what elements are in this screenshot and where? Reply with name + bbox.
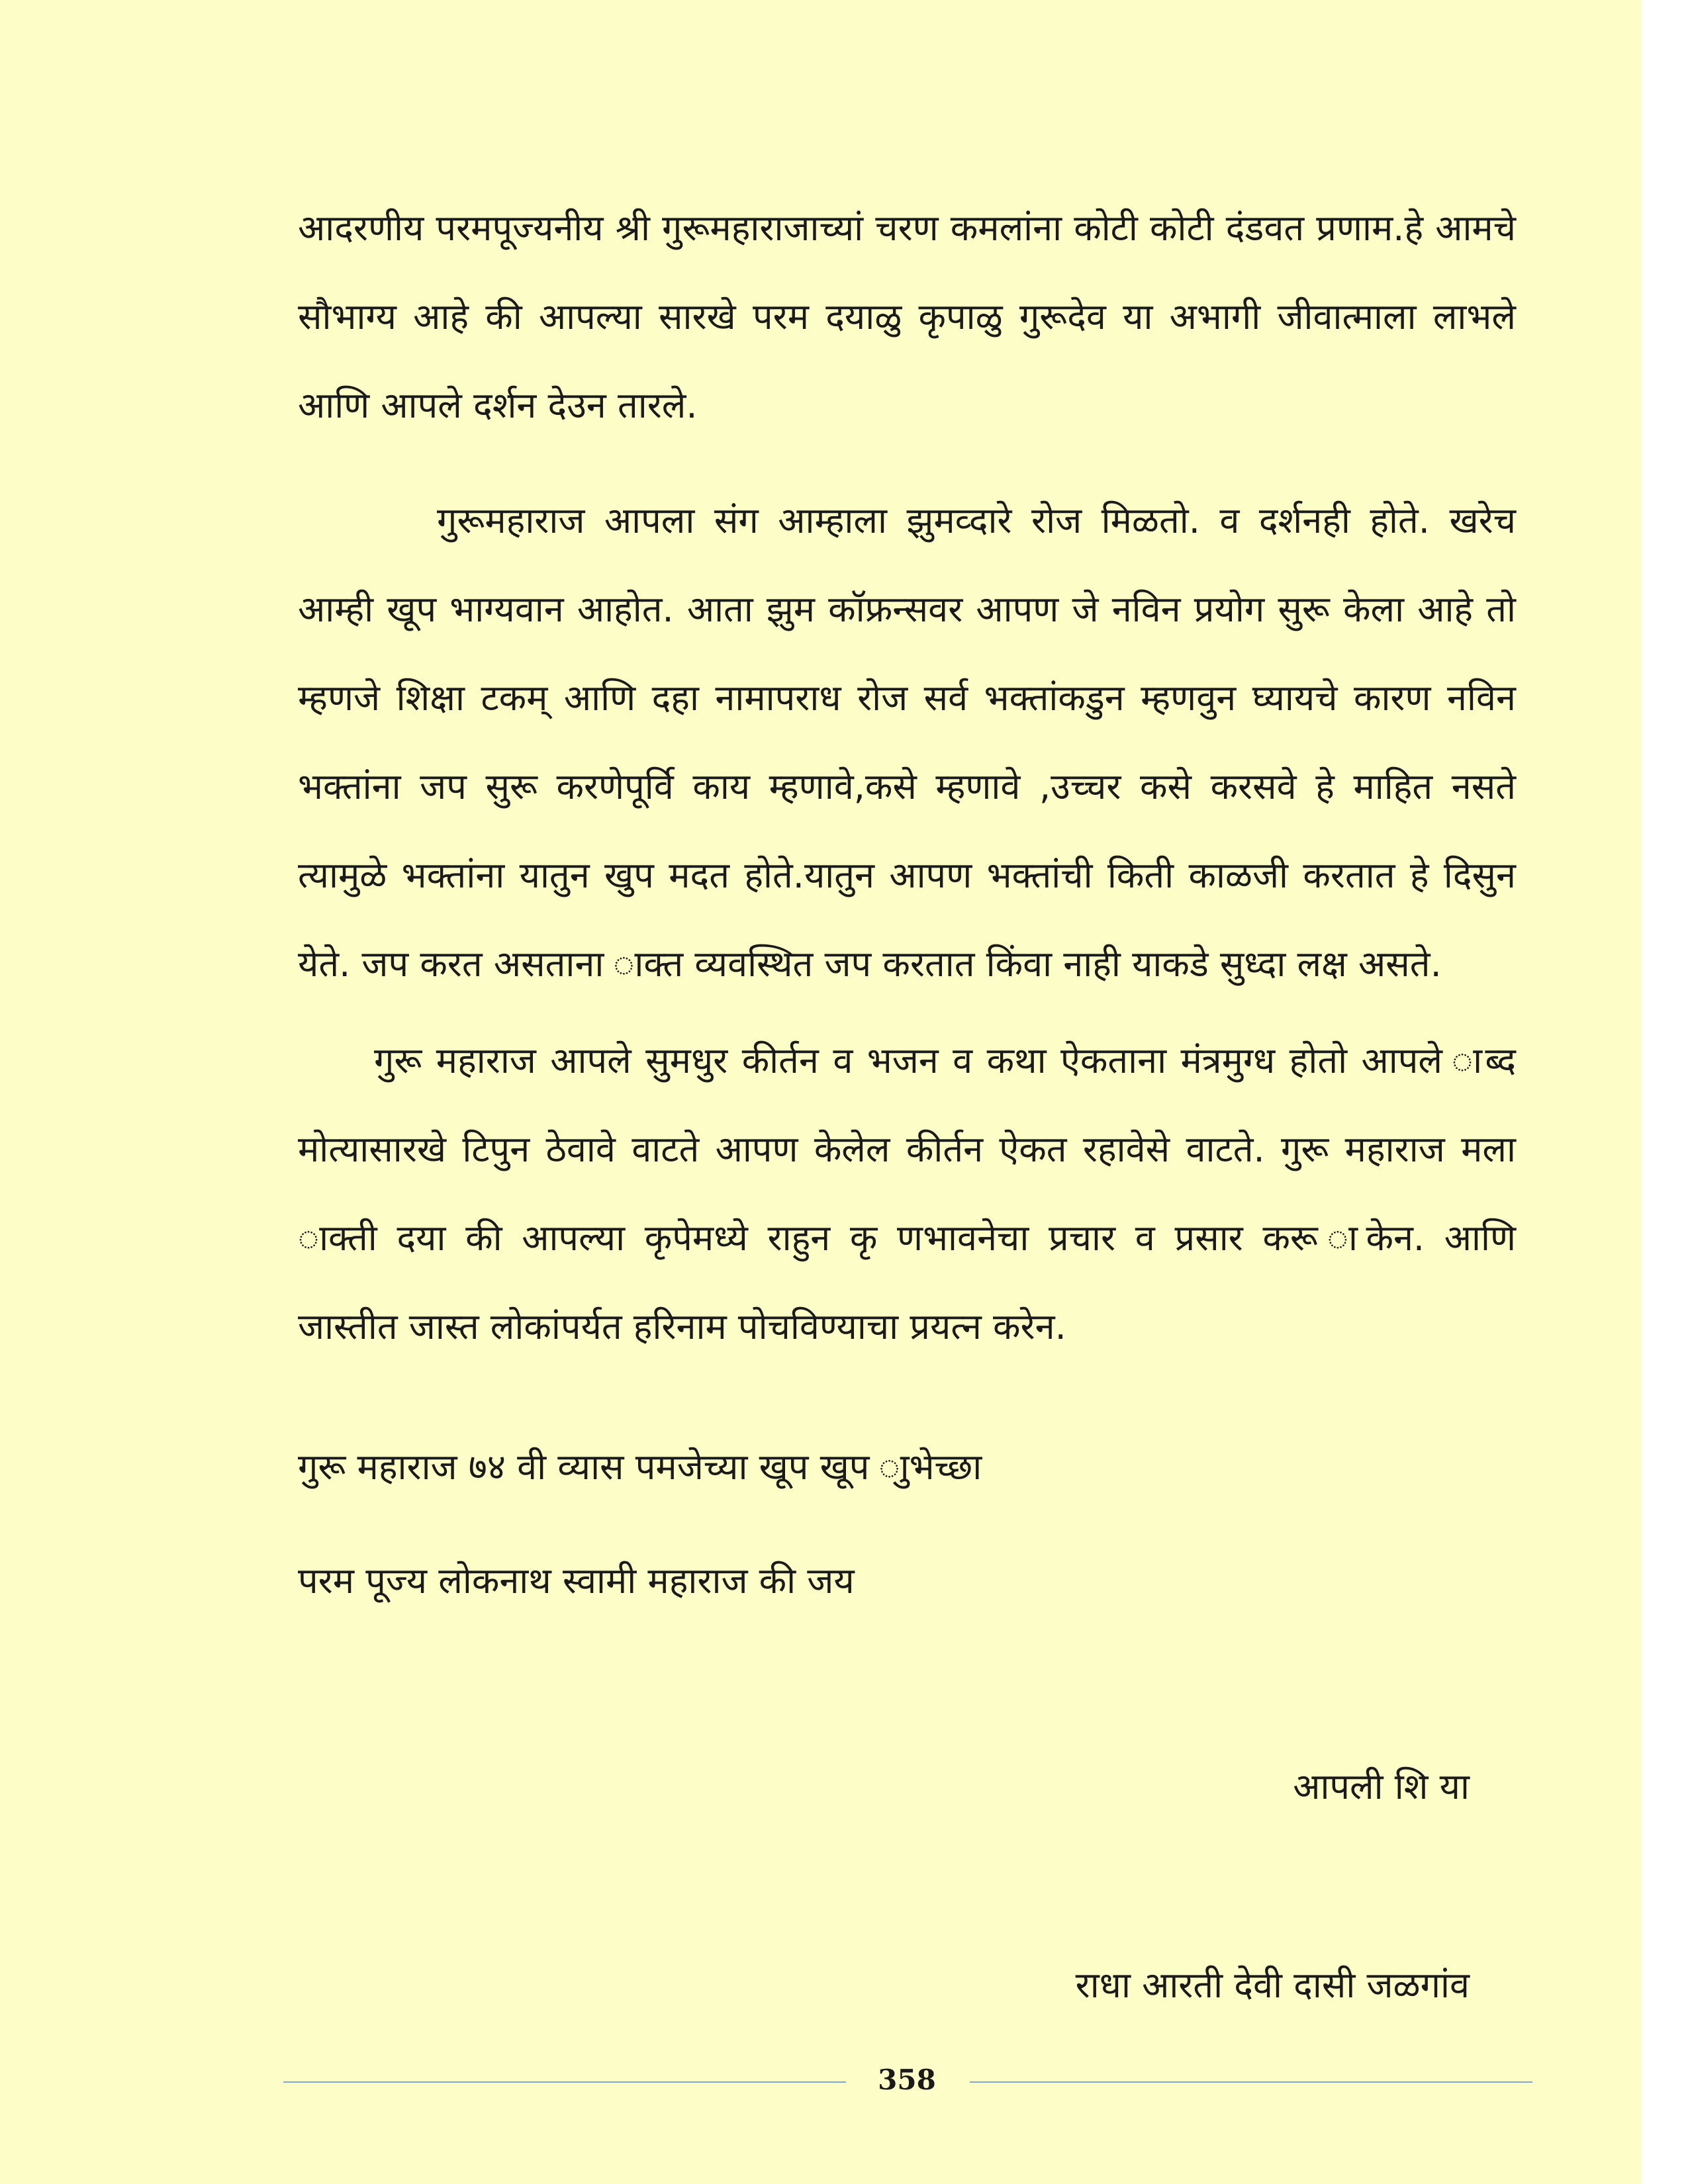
paragraph-kirtan: गुरू महाराज आपले सुमधुर कीर्तन व भजन व कथा ऐकताना मंत्रमुग्ध होतो आपले ाब्द मोत्यासारखे टिपुन ठेवावे वाटते आपण केलेल कीर्तन ऐकत रहावेसे वाटते. गुरू महाराज मला ाक्ती दया की आपल्या कृपेमध्ये राहुन कृ णभावनेचा प्रचार व प्रसार करू ाकेन. आणि जास्तीत जास्त लोकांपर्यत हरिनाम पोचविण्याचा प्रयत्न करेन. — [298, 1040, 1516, 1347]
paragraph-jay: परम पूज्य लोकनाथ स्वामी महाराज की जय — [298, 1560, 855, 1602]
page-margin-strip — [1642, 0, 1688, 2184]
signature-name: राधा आरती देवी दासी जळगांव — [1075, 1964, 1470, 2006]
signature-closing: आपली शि या — [1293, 1766, 1470, 1807]
paragraph-greetings: गुरू महाराज ७४ वी व्यास पमजेच्या खूप खूप ाुभेच्छा — [298, 1446, 982, 1488]
footer-rule-right — [970, 2081, 1532, 2083]
page-number: 358 — [878, 2064, 936, 2096]
footer-rule-left — [283, 2081, 846, 2083]
paragraph-zoom-sessions: गुरूमहाराज आपला संग आम्हाला झुमव्दारे रोज मिळतो. व दर्शनही होते. खरेच आम्ही खूप भाग्यवान आहोत. आता झुम कॉफ्रन्सवर आपण जे नविन प्रयोग सुरू केला आहे तो म्हणजे शिक्षा टकम् आणि दहा नामापराध रोज सर्व भक्तांकडुन म्हणवुन घ्यायचे कारण नविन भक्तांना जप सुरू करणेपूर्वि काय म्हणावे,कसे म्हणावे ,उच्चर कसे करसवे हे माहित नसते त्यामुळे भक्तांना यातुन खुप मदत होते.यातुन आपण भक्तांची किती काळजी करतात हे दिसुन येते. जप करत असताना ाक्त व्यवस्थित जप करतात किंवा नाही याकडे सुध्दा लक्ष असते. — [298, 500, 1516, 985]
paragraph-salutation: आदरणीय परमपूज्यनीय श्री गुरूमहाराजाच्यां चरण कमलांना कोटी कोटी दंडवत प्रणाम.हे आमचे सौभाग्य आहे की आपल्या सारखे परम दयाळु कृपाळु गुरूदेव या अभागी जीवात्माला लाभले आणि आपले दर्शन देउन तारले. — [298, 207, 1516, 426]
